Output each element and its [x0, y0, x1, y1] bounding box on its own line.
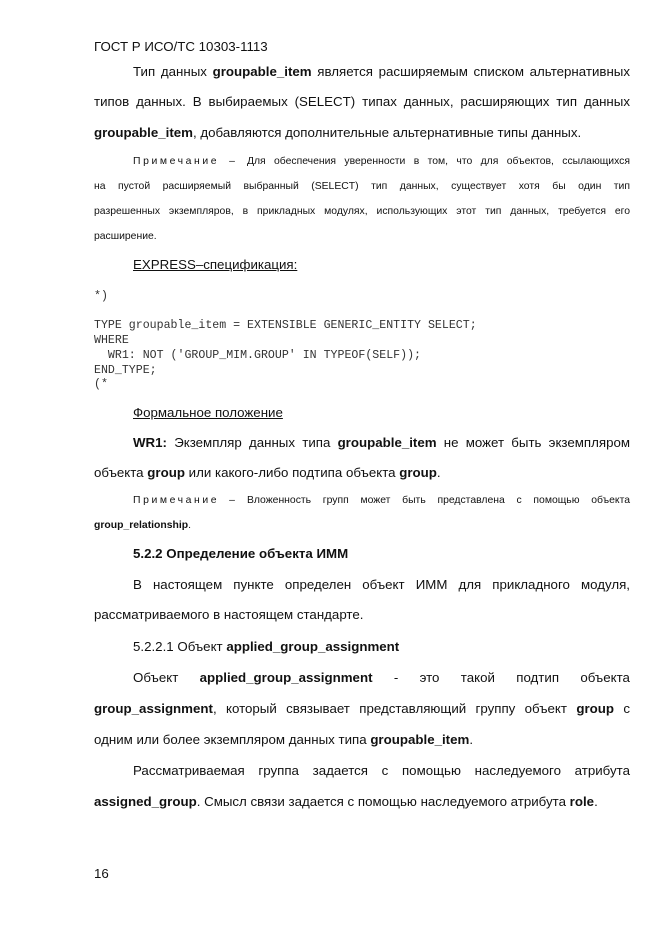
subsection-heading: 5.2.2.1 Объект applied_group_assignment — [133, 639, 400, 654]
express-heading: EXPRESS–спецификация: — [133, 257, 298, 272]
subsection-line-2: group_assignment, который связывает представляющий группу объект group с — [94, 701, 631, 716]
formal-heading: Формальное положение — [133, 405, 283, 420]
note-2-line-1: Примечание – Вложенность групп может быть представлена с помощью объекта — [133, 495, 630, 506]
section-heading: 5.2.2 Определение объекта ИММ — [133, 546, 349, 561]
page-number: 16 — [94, 866, 109, 881]
code-line: TYPE groupable_item = EXTENSIBLE GENERIC_ENTITY SELECT; — [94, 319, 477, 332]
intro-line-2: типов данных. В выбираемых (SELECT) типах данных, расширяющих тип данных — [94, 94, 630, 109]
note-1-line-3: разрешенных экземпляров, в прикладных модулях, использующих этот тип данных, требуется его — [94, 206, 630, 217]
section-line-2: рассматриваемого в настоящем стандарте. — [94, 607, 364, 622]
note-1-line-1: Примечание – Для обеспечения уверенности в том, что для объектов, ссылающихся — [133, 156, 630, 167]
code-line: WHERE — [94, 334, 129, 347]
note-1-line-2: на пустой расширяемый выбранный (SELECT) тип данных, существует хотя бы один тип — [94, 181, 630, 192]
intro-line-3: groupable_item, добавляются дополнительные альтернативные типы данных. — [94, 125, 582, 140]
subsection-p2-line-1: Рассматриваемая группа задается с помощью наследуемого атрибута — [133, 763, 630, 778]
code-line: WR1: NOT ('GROUP_MIM.GROUP' IN TYPEOF(SELF)); — [94, 349, 421, 362]
subsection-line-1: Объект applied_group_assignment - это такой подтип объекта — [133, 670, 630, 685]
formal-line-1: WR1: Экземпляр данных типа groupable_item не может быть экземпляром — [133, 435, 631, 450]
code-line: *) — [94, 290, 108, 303]
intro-line-1: Тип данных groupable_item является расширяемым списком альтернативных — [133, 64, 630, 79]
section-line-1: В настоящем пункте определен объект ИММ для прикладного модуля, — [133, 577, 630, 592]
code-line: (* — [94, 378, 108, 391]
note-1-line-4: расширение. — [94, 231, 157, 242]
formal-line-2: объекта group или какого-либо подтипа объекта group. — [94, 465, 441, 480]
note-2-line-2: group_relationship. — [94, 520, 191, 531]
page-header: ГОСТ Р ИСО/ТС 10303-1113 — [94, 39, 268, 54]
code-line: END_TYPE; — [94, 364, 157, 377]
subsection-p2-line-2: assigned_group. Смысл связи задается с помощью наследуемого атрибута role. — [94, 794, 598, 809]
subsection-line-3: одним или более экземпляром данных типа groupable_item. — [94, 732, 474, 747]
